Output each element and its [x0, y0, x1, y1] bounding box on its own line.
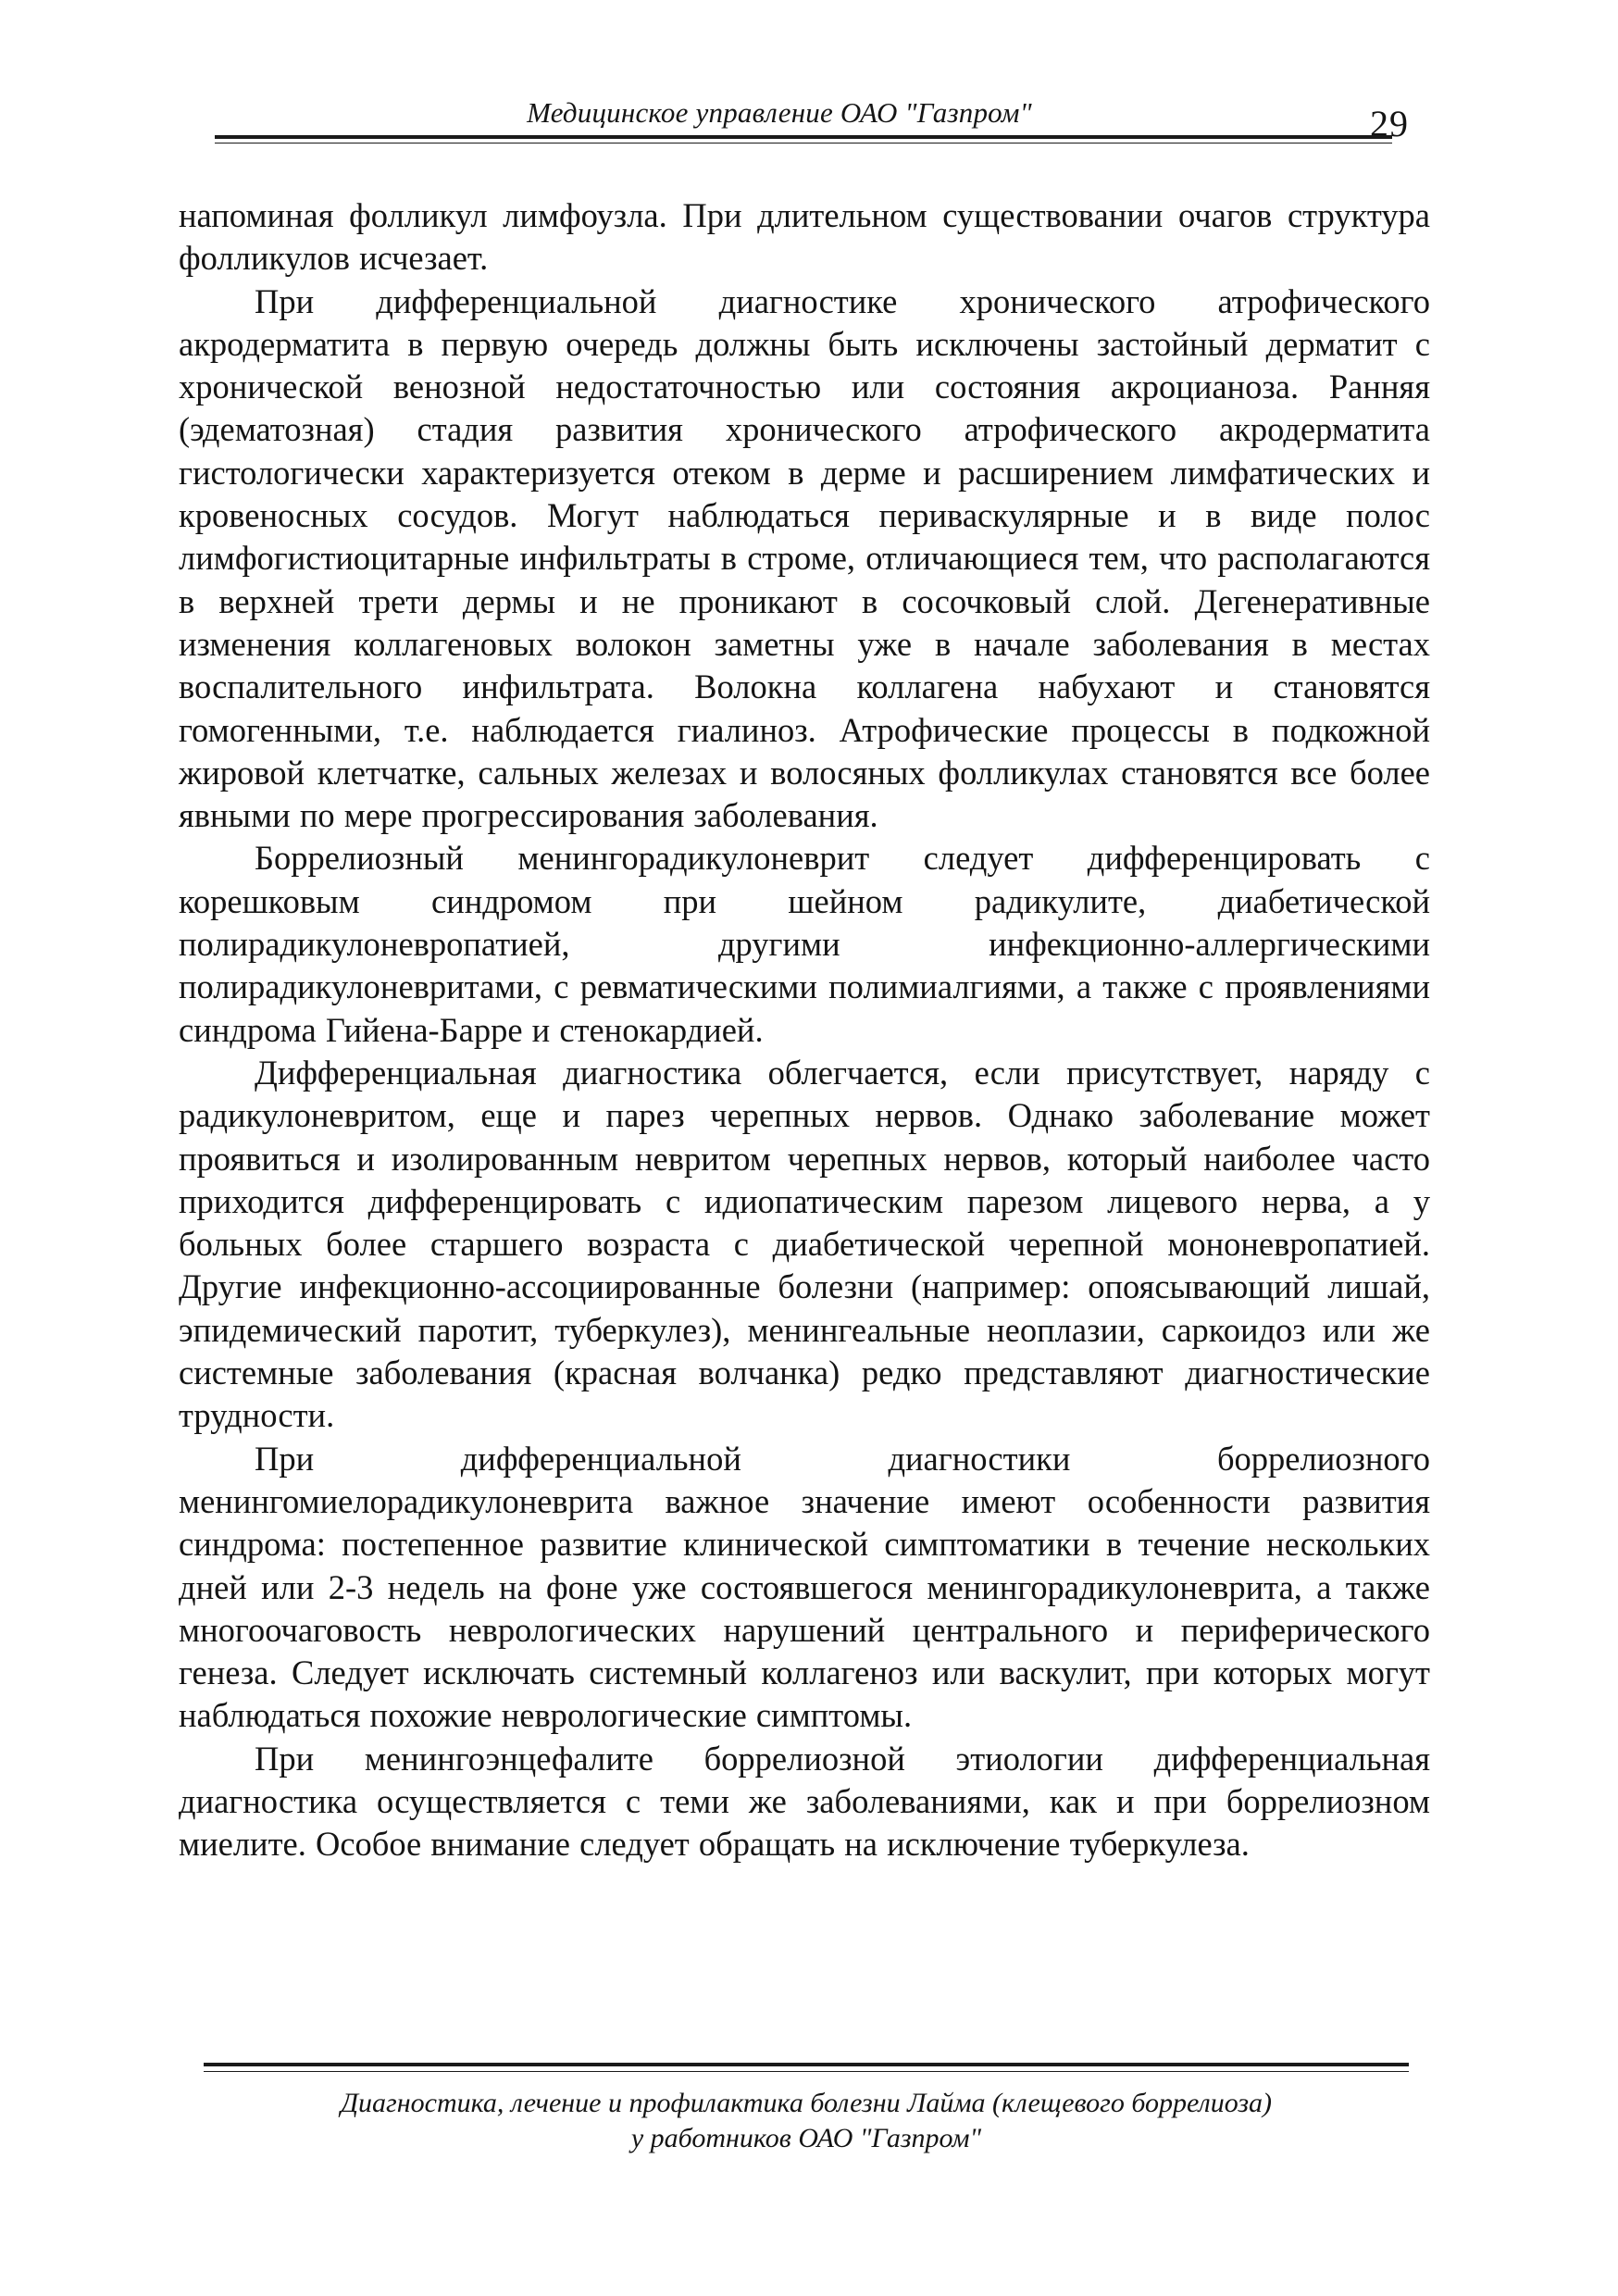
paragraph: Боррелиозный менингорадикулоневрит следует дифференцировать с корешковым синдромом при шейном радикулите, диабетической полирадикулоневропатией, другими инфекционно-аллергическими полирадикулоневритами, с ревматическими полимиалгиями, а также с проявлениями синдрома Гийена-Барре и стенокардией. [179, 839, 1430, 1049]
paragraph: Дифференциальная диагностика облегчается, если присутствует, наряду с радикулоневритом, еще и парез черепных нервов. Однако заболевание может проявиться и изолированным невритом черепных нервов, который наиболее часто приходится дифференцировать с идиопатическим парезом лицевого нерва, а у больных более старшего возраста с диабетической черепной мононевропатией. Другие инфекционно-ассоциированные болезни (например: опоясывающий лишай, эпидемический паротит, туберкулез), менингеальные неоплазии, саркоидоз или же системные заболевания (красная волчанка) редко представляют диагностические трудности. [179, 1053, 1430, 1435]
footer-line-1: Диагностика, лечение и профилактика болезни Лайма (клещевого боррелиоза) [340, 2088, 1273, 2118]
header-title: Медицинское управление ОАО "Газпром" [527, 96, 1032, 129]
paragraph: При менингоэнцефалите боррелиозной этиологии дифференциальная диагностика осуществляется с теми же заболеваниями, как и при боррелиозном миелите. Особое внимание следует обращать на исключение туберкулеза. [179, 1739, 1430, 1864]
header-divider [215, 135, 1392, 144]
footer-line-2: у работников ОАО "Газпром" [630, 2123, 982, 2153]
footer-divider [204, 2063, 1409, 2072]
body-text [179, 194, 1430, 1866]
paragraph: При дифференциальной диагностике хронического атрофического акродерматита в первую очередь должны быть исключены застойный дерматит с хронической венозной недостаточностью или состояния акроцианоза. Ранняя (эдематозная) стадия развития хронического атрофического акродерматита гистологически характеризуется отеком в дерме и расширением лимфатических и кровеносных сосудов. Могут наблюдаться периваскулярные и в виде полос лимфогистиоцитарные инфильтраты в строме, отличающиеся тем, что располагаются в верхней трети дермы и не проникают в сосочковый слой. Дегенеративные изменения коллагеновых волокон заметны уже в начале заболевания в местах воспалительного инфильтрата. Волокна коллагена набухают и становятся гомогенными, т.е. наблюдается гиалиноз. Атрофические процессы в подкожной жировой клетчатке, сальных железах и волосяных фолликулах становятся все более явными по мере прогрессирования заболевания. [179, 281, 1430, 835]
page-number: 29 [1370, 103, 1409, 144]
page-footer [204, 2086, 1409, 2156]
page-header [215, 93, 1409, 148]
paragraph: При дифференциальной диагностики боррелиозного менингомиелорадикулоневрита важное значение имеют особенности развития синдрома: постепенное развитие клинической симптоматики в течение нескольких дней или 2-3 недель на фоне уже состоявшегося менингорадикулоневрита, а также многоочаговость неврологических нарушений центрального и периферического генеза. Следует исключать системный коллагеноз или васкулит, при которых могут наблюдаться похожие неврологические симптомы. [179, 1439, 1430, 1735]
paragraph: напоминая фолликул лимфоузла. При длительном существовании очагов структура фолликулов исчезает. [179, 196, 1430, 278]
